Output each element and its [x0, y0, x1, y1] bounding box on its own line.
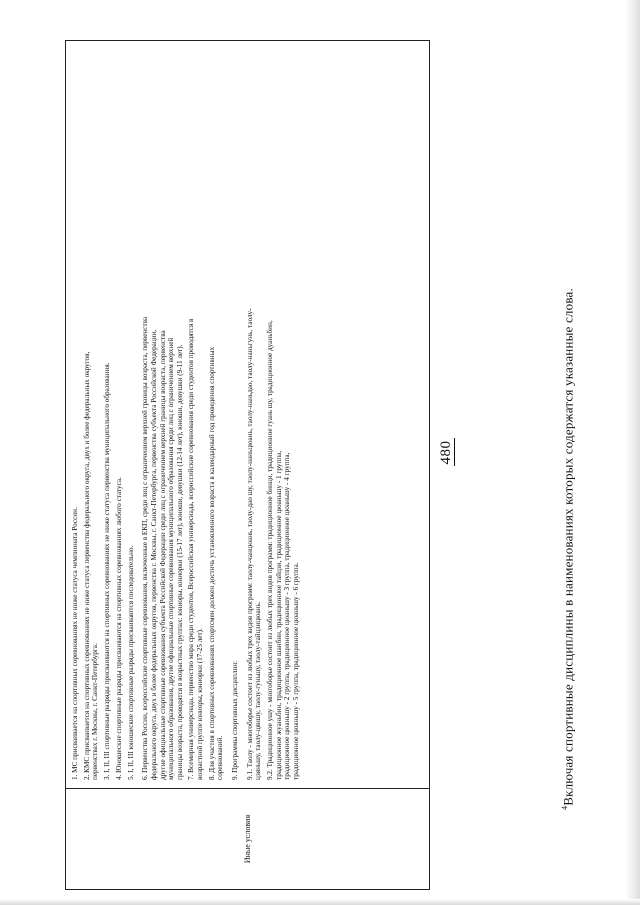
footnote — [560, 10, 576, 810]
condition-line: 6. Первенства России, всероссийские спортивные соревнования, включенные в ЕКП, среди лиц с ограничением верхней границы возраста, первенства — [141, 316, 150, 780]
scan-side-shadow — [0, 899, 640, 905]
condition-line: другие официальные спортивные соревнования субъекта Российской Федерации среди лиц с ограничением верхней границы возраста, первенства — [158, 330, 167, 780]
condition-item — [115, 50, 124, 780]
condition-line: 4. Юношеские спортивные разряды присваиваются на спортивных соревнованиях любого статуса. — [114, 477, 123, 780]
condition-line: первенствах г. Москвы, г. Санкт-Петербурга. — [91, 643, 100, 780]
condition-line: 9. Программы спортивных дисциплин: — [231, 660, 240, 780]
conditions-table — [65, 40, 430, 890]
condition-item — [71, 50, 80, 780]
condition-item — [187, 50, 204, 780]
condition-line: возрастной группе юниоры, юниорки (17-25 лет). — [196, 628, 205, 780]
condition-item — [141, 50, 184, 780]
condition-item — [83, 50, 100, 780]
condition-line: цзяньшу, таолу-цяншу, таолу-гуньшу, таолу-тайцзицюань. — [254, 601, 263, 780]
condition-line: муниципального образования, другие официальные спортивные соревнования муниципального образования среди лиц с ограничением верхней — [167, 337, 176, 780]
page-number: 480 — [438, 440, 454, 465]
scan-edge-shadow — [625, 0, 640, 905]
condition-line: границы возраста, проводятся в возрастных группах: юниоры, юниорки (15-17 лет), юноши, девушки (12-14 лет), юноши, девушки (9-11 лет). — [175, 344, 184, 780]
condition-line: традиционное цюаньшу - 5 группа, традиционное цюаньшу - 6 группа. — [291, 562, 300, 780]
condition-line: 1. МС присваивается на спортивных соревнованиях не ниже статуса чемпионата России. — [71, 507, 79, 780]
condition-item — [208, 50, 225, 780]
conditions-label: Иные условия — [243, 814, 252, 864]
footnote-marker: 4 — [560, 805, 569, 810]
condition-line: традиционное цюаньшу - 2 группа, традиционное цюаньшу - 3 группа, традиционное цюаньшу - 4 группа, — [283, 452, 292, 780]
condition-line: 2. КМС присваивается на спортивных соревнованиях не ниже статуса первенства федерального округа, двух и более федеральных округов, — [82, 351, 91, 780]
condition-line: 8. Для участия в спортивных соревнованиях спортсмен должен достичь установленного возраста в календарный год проведения спортивных — [207, 346, 216, 780]
conditions-label-cell — [66, 788, 429, 889]
condition-item — [231, 50, 240, 780]
condition-line: 9.2. Традиционное ушу - многоборье состоит из любых трех видов программ: традиционное бинци, традиционное гуань шу, традиционное дуаньбин, — [266, 320, 274, 780]
condition-line: соревнований. — [216, 735, 225, 780]
condition-item — [246, 50, 263, 780]
condition-line: 3. I, II, III спортивные разряды присваиваются на спортивных соревнованиях не ниже статуса первенства муниципального образования. — [103, 362, 112, 780]
condition-line: 5. I, II, III юношеские спортивные разряды присваиваются последовательно. — [126, 545, 135, 780]
conditions-content-cell — [66, 41, 429, 788]
condition-item — [103, 50, 112, 780]
footnote-text: Включая спортивные дисциплины в наименованиях которых содержатся указанные слова. — [560, 288, 576, 806]
condition-item — [266, 50, 300, 780]
condition-line: традиционное жуаньбин, традиционное шанбин, традиционное тайцзи, традиционное цюаньшу - 1 группа, — [274, 450, 283, 780]
condition-line: 9.1. Таолу - многоборье состоит из любых трех видов программ: таолу-чанцюань, таолу-дао шу, таолу-наньцюань, таолу-наньдао, таолу-наньгунь, таолу- — [245, 308, 254, 780]
condition-line: 7. Всемирная универсиада, первенство мира среди студентов, Всероссийская универсиада, всероссийские соревнования среди студентов проводятся в — [187, 318, 196, 780]
condition-line: федерального округа, двух и более федеральных округов, первенства г. Москвы, г. Санкт-Петербурга, первенства субъекта Российской Федерации, — [149, 329, 158, 780]
condition-item — [127, 50, 136, 780]
